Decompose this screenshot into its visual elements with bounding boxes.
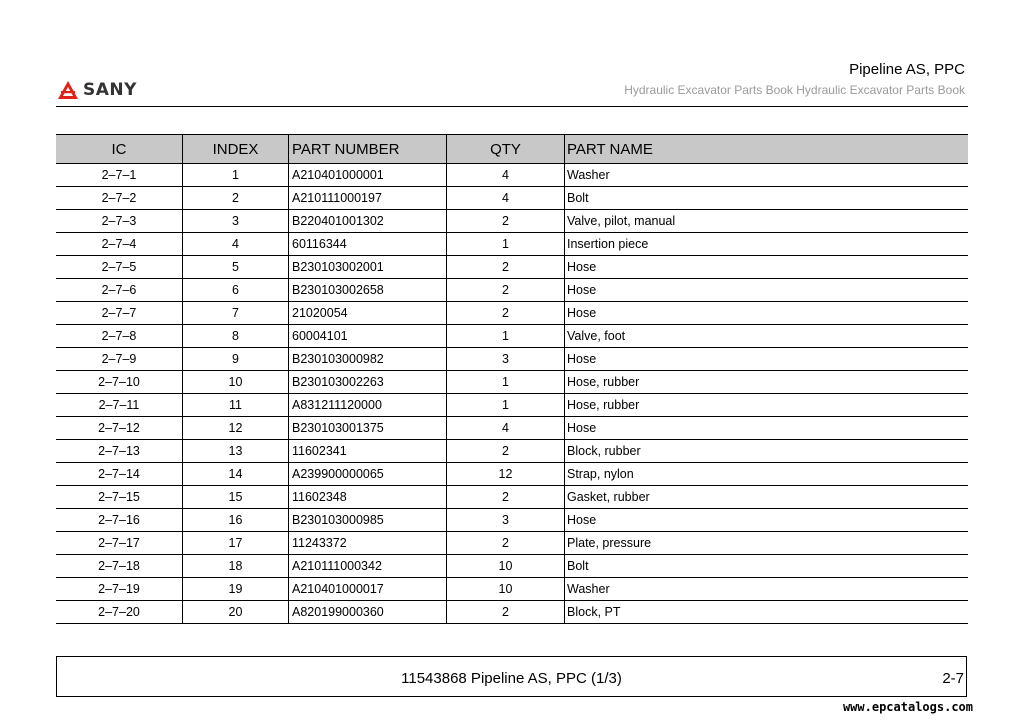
page-footer bbox=[56, 656, 967, 697]
cell-part-name: Valve, pilot, manual bbox=[565, 210, 969, 233]
cell-index: 17 bbox=[183, 532, 289, 555]
cell-part-number: B230103000985 bbox=[289, 509, 447, 532]
cell-qty: 2 bbox=[447, 532, 565, 555]
cell-index: 6 bbox=[183, 279, 289, 302]
cell-part-number: A210111000342 bbox=[289, 555, 447, 578]
cell-index: 1 bbox=[183, 164, 289, 187]
table-row bbox=[56, 578, 968, 601]
column-header-part-number: PART NUMBER bbox=[289, 135, 447, 164]
cell-part-number: A831211120000 bbox=[289, 394, 447, 417]
cell-part-number: 60116344 bbox=[289, 233, 447, 256]
cell-index: 2 bbox=[183, 187, 289, 210]
cell-part-name: Hose, rubber bbox=[565, 394, 969, 417]
cell-part-name: Valve, foot bbox=[565, 325, 969, 348]
cell-index: 16 bbox=[183, 509, 289, 532]
page-title: Pipeline AS, PPC bbox=[849, 61, 965, 78]
cell-ic: 2–7–5 bbox=[56, 256, 183, 279]
cell-ic: 2–7–18 bbox=[56, 555, 183, 578]
cell-part-number: A210401000001 bbox=[289, 164, 447, 187]
cell-part-number: 21020054 bbox=[289, 302, 447, 325]
cell-index: 3 bbox=[183, 210, 289, 233]
table-row bbox=[56, 279, 968, 302]
column-header-ic: IC bbox=[56, 135, 183, 164]
table-row bbox=[56, 371, 968, 394]
cell-ic: 2–7–4 bbox=[56, 233, 183, 256]
cell-part-name: Gasket, rubber bbox=[565, 486, 969, 509]
cell-qty: 4 bbox=[447, 187, 565, 210]
cell-index: 18 bbox=[183, 555, 289, 578]
cell-qty: 2 bbox=[447, 256, 565, 279]
cell-ic: 2–7–9 bbox=[56, 348, 183, 371]
cell-part-number: B230103000982 bbox=[289, 348, 447, 371]
cell-part-name: Hose bbox=[565, 509, 969, 532]
table-row bbox=[56, 463, 968, 486]
brand-name: SANY bbox=[83, 80, 137, 100]
table-row bbox=[56, 164, 968, 187]
cell-part-number: A210401000017 bbox=[289, 578, 447, 601]
page-number: 2-7 bbox=[942, 670, 964, 687]
cell-part-number: B230103002001 bbox=[289, 256, 447, 279]
cell-part-number: A820199000360 bbox=[289, 601, 447, 624]
table-row bbox=[56, 601, 968, 624]
cell-index: 7 bbox=[183, 302, 289, 325]
cell-ic: 2–7–10 bbox=[56, 371, 183, 394]
cell-ic: 2–7–15 bbox=[56, 486, 183, 509]
cell-index: 15 bbox=[183, 486, 289, 509]
cell-ic: 2–7–2 bbox=[56, 187, 183, 210]
cell-qty: 1 bbox=[447, 371, 565, 394]
cell-part-name: Hose, rubber bbox=[565, 371, 969, 394]
footer-caption: 11543868 Pipeline AS, PPC (1/3) bbox=[401, 670, 622, 687]
table-row bbox=[56, 348, 968, 371]
cell-qty: 3 bbox=[447, 348, 565, 371]
page-subtitle: Hydraulic Excavator Parts Book Hydraulic Excavator Parts Book bbox=[624, 83, 965, 97]
header-divider bbox=[56, 106, 968, 107]
cell-part-number: 11602341 bbox=[289, 440, 447, 463]
cell-index: 4 bbox=[183, 233, 289, 256]
cell-part-name: Washer bbox=[565, 578, 969, 601]
column-header-qty: QTY bbox=[447, 135, 565, 164]
sany-logo bbox=[57, 80, 137, 100]
cell-qty: 12 bbox=[447, 463, 565, 486]
cell-qty: 2 bbox=[447, 279, 565, 302]
cell-ic: 2–7–1 bbox=[56, 164, 183, 187]
cell-ic: 2–7–17 bbox=[56, 532, 183, 555]
cell-part-name: Hose bbox=[565, 302, 969, 325]
cell-index: 11 bbox=[183, 394, 289, 417]
cell-index: 5 bbox=[183, 256, 289, 279]
cell-part-name: Hose bbox=[565, 348, 969, 371]
table-row bbox=[56, 486, 968, 509]
cell-ic: 2–7–12 bbox=[56, 417, 183, 440]
cell-part-number: B230103002263 bbox=[289, 371, 447, 394]
cell-ic: 2–7–19 bbox=[56, 578, 183, 601]
table-row bbox=[56, 509, 968, 532]
cell-ic: 2–7–14 bbox=[56, 463, 183, 486]
cell-index: 10 bbox=[183, 371, 289, 394]
cell-part-name: Bolt bbox=[565, 555, 969, 578]
cell-ic: 2–7–20 bbox=[56, 601, 183, 624]
table-row bbox=[56, 532, 968, 555]
sany-emblem-icon bbox=[57, 80, 79, 100]
cell-part-name: Block, PT bbox=[565, 601, 969, 624]
cell-ic: 2–7–11 bbox=[56, 394, 183, 417]
cell-index: 19 bbox=[183, 578, 289, 601]
table-header-row bbox=[56, 135, 968, 164]
cell-index: 9 bbox=[183, 348, 289, 371]
cell-part-number: B230103001375 bbox=[289, 417, 447, 440]
cell-index: 20 bbox=[183, 601, 289, 624]
cell-part-number: B230103002658 bbox=[289, 279, 447, 302]
cell-part-name: Washer bbox=[565, 164, 969, 187]
table-row bbox=[56, 256, 968, 279]
cell-part-name: Strap, nylon bbox=[565, 463, 969, 486]
cell-qty: 2 bbox=[447, 210, 565, 233]
cell-qty: 1 bbox=[447, 325, 565, 348]
watermark-url: www.epcatalogs.com bbox=[842, 700, 973, 714]
cell-qty: 2 bbox=[447, 302, 565, 325]
cell-qty: 2 bbox=[447, 486, 565, 509]
cell-qty: 10 bbox=[447, 578, 565, 601]
cell-index: 12 bbox=[183, 417, 289, 440]
cell-part-name: Hose bbox=[565, 417, 969, 440]
table-row bbox=[56, 440, 968, 463]
cell-ic: 2–7–8 bbox=[56, 325, 183, 348]
table-row bbox=[56, 187, 968, 210]
cell-ic: 2–7–16 bbox=[56, 509, 183, 532]
cell-ic: 2–7–13 bbox=[56, 440, 183, 463]
table-row bbox=[56, 302, 968, 325]
table-row bbox=[56, 394, 968, 417]
cell-qty: 1 bbox=[447, 233, 565, 256]
cell-part-name: Block, rubber bbox=[565, 440, 969, 463]
table-row bbox=[56, 233, 968, 256]
table-row bbox=[56, 210, 968, 233]
cell-part-number: A239900000065 bbox=[289, 463, 447, 486]
cell-part-name: Hose bbox=[565, 279, 969, 302]
cell-part-name: Insertion piece bbox=[565, 233, 969, 256]
cell-part-number: 11602348 bbox=[289, 486, 447, 509]
cell-part-name: Hose bbox=[565, 256, 969, 279]
cell-index: 13 bbox=[183, 440, 289, 463]
cell-qty: 2 bbox=[447, 440, 565, 463]
cell-part-name: Bolt bbox=[565, 187, 969, 210]
table-row bbox=[56, 417, 968, 440]
cell-ic: 2–7–6 bbox=[56, 279, 183, 302]
cell-qty: 10 bbox=[447, 555, 565, 578]
table-row bbox=[56, 325, 968, 348]
cell-qty: 4 bbox=[447, 417, 565, 440]
cell-ic: 2–7–7 bbox=[56, 302, 183, 325]
cell-qty: 3 bbox=[447, 509, 565, 532]
cell-part-number: A210111000197 bbox=[289, 187, 447, 210]
cell-part-number: B220401001302 bbox=[289, 210, 447, 233]
cell-qty: 1 bbox=[447, 394, 565, 417]
cell-index: 8 bbox=[183, 325, 289, 348]
cell-qty: 2 bbox=[447, 601, 565, 624]
cell-part-name: Plate, pressure bbox=[565, 532, 969, 555]
cell-part-number: 60004101 bbox=[289, 325, 447, 348]
column-header-part-name: PART NAME bbox=[565, 135, 969, 164]
cell-qty: 4 bbox=[447, 164, 565, 187]
cell-ic: 2–7–3 bbox=[56, 210, 183, 233]
column-header-index: INDEX bbox=[183, 135, 289, 164]
cell-part-number: 11243372 bbox=[289, 532, 447, 555]
cell-index: 14 bbox=[183, 463, 289, 486]
parts-table bbox=[56, 134, 968, 624]
table-row bbox=[56, 555, 968, 578]
